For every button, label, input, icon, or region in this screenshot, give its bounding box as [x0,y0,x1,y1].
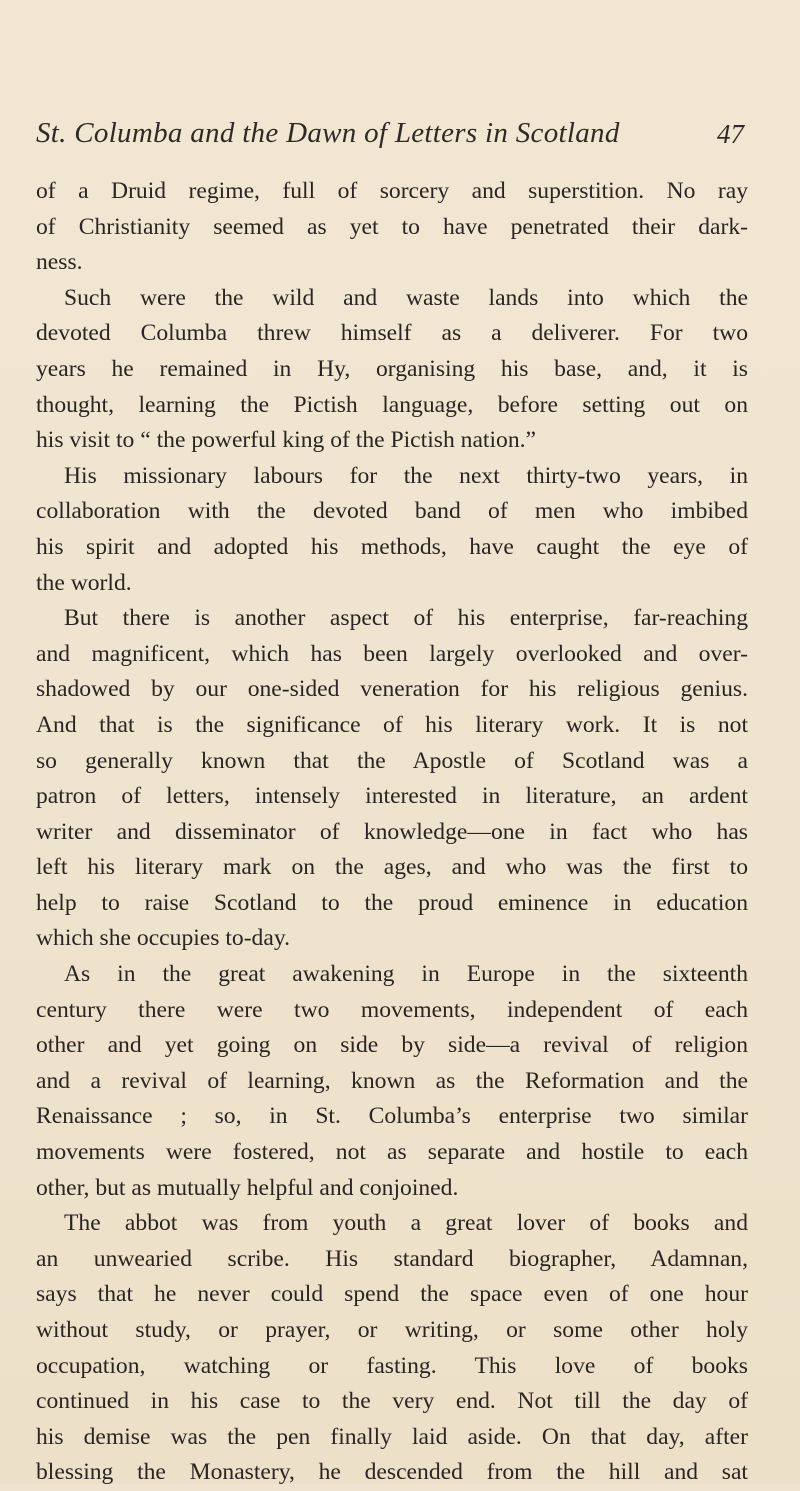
text-line: of a Druid regime, full of sorcery and superstition. No ray [36,178,748,204]
text-line: other, but as mutually helpful and conjoined. [36,1174,459,1201]
text-line: which she occupies to-day. [36,925,290,952]
text-line: so generally known that the Apostle of Scotland was a [36,747,748,774]
text-line: But there is another aspect of his enterprise, far-reaching [64,605,748,632]
text-line: his demise was the pen finally laid aside. On that day, after [36,1423,748,1450]
text-line: century there were two movements, independent of each [36,996,748,1023]
text-line: occupation, watching or fasting. This love of books [36,1352,748,1379]
text-line: and magnificent, which has been largely overlooked and over- [36,640,748,667]
text-line: movements were fostered, not as separate and hostile to each [36,1139,748,1166]
page-header [36,117,764,157]
text-line: His missionary labours for the next thirty-two years, in [64,462,748,489]
text-line: his visit to “ the powerful king of the Pictish nation.” [36,427,536,454]
text-line: continued in his case to the very end. Not till the day of [36,1388,748,1415]
text-line: collaboration with the devoted band of men who imbibed [36,498,748,525]
text-line: his spirit and adopted his methods, have caught the eye of [36,533,748,560]
text-line: of Christianity seemed as yet to have penetrated their dark- [36,213,748,240]
page-number: 47 [717,119,744,149]
text-line: other and yet going on side by side—a revival of religion [36,1032,748,1059]
text-line: patron of letters, intensely interested in literature, an ardent [36,783,748,810]
text-line: shadowed by our one-sided veneration for his religious genius. [36,676,748,703]
text-line: The abbot was from youth a great lover of books and [64,1210,748,1237]
text-line: without study, or prayer, or writing, or some other holy [36,1317,748,1343]
text-line: left his literary mark on the ages, and who was the first to [36,854,748,881]
text-line: years he remained in Hy, organising his base, and, it is [36,355,748,382]
body-text [36,174,748,1491]
running-title: St. Columba and the Dawn of Letters in Scotland [36,117,620,149]
text-line: says that he never could spend the space even of one hour [36,1281,748,1308]
text-line: devoted Columba threw himself as a deliverer. For two [36,320,748,347]
text-line: ness. [36,249,83,276]
text-line: the world. [36,569,132,596]
text-line: Such were the wild and waste lands into which the [64,284,748,311]
text-line: an unwearied scribe. His standard biographer, Adamnan, [36,1245,748,1272]
text-line: help to raise Scotland to the proud eminence in education [36,889,748,916]
text-line: Renaissance ; so, in St. Columba’s enterprise two similar [36,1103,748,1130]
text-line: As in the great awakening in Europe in the sixteenth [64,961,748,988]
text-line: And that is the significance of his literary work. It is not [36,711,748,738]
text-line: thought, learning the Pictish language, before setting out on [36,391,748,418]
text-line: blessing the Monastery, he descended from the hill and sat [36,1459,748,1486]
text-line: and a revival of learning, known as the Reformation and the [36,1067,748,1094]
text-line: writer and disseminator of knowledge—one in fact who has [36,818,748,845]
